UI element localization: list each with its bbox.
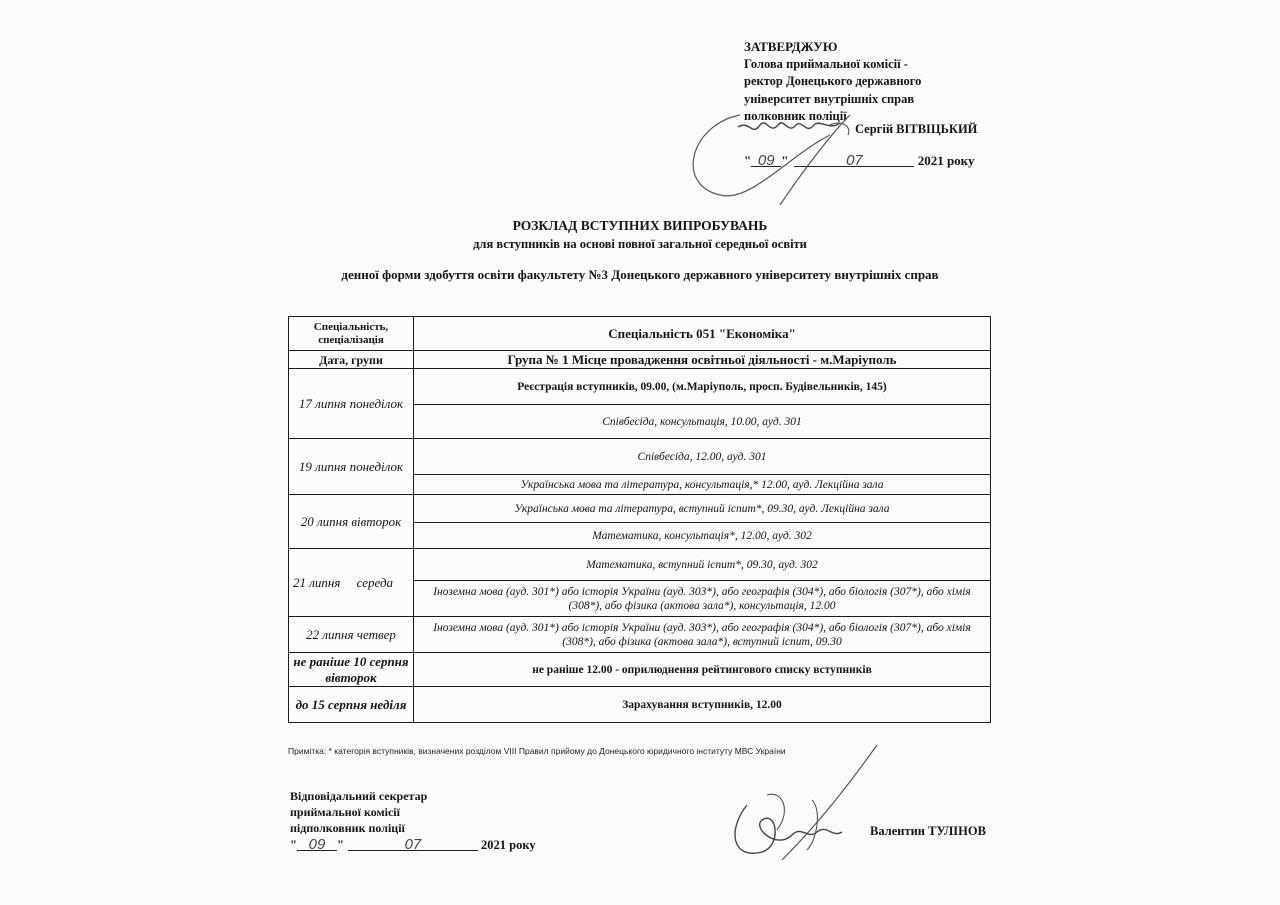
date-cell: 21 липня середа — [289, 549, 414, 617]
secretary-date-day: 09 — [308, 836, 326, 853]
group-value-cell: Група № 1 Місце провадження освітньої діяльності - м.Маріуполь — [414, 351, 991, 369]
approval-date-year: 2021 року — [917, 153, 975, 168]
approval-line: Голова приймальної комісії - — [744, 56, 908, 71]
date-cell: 20 липня вівторок — [289, 495, 414, 549]
approval-line: полковник поліції — [744, 109, 847, 123]
footnote: Примітка: * категорія вступників, визначених розділом VIII Правил прийому до Донецького юридичного інституту МВС України — [288, 746, 786, 756]
event-cell: Українська мова та література, консультація,* 12.00, ауд. Лекційна зала — [414, 475, 991, 495]
event-cell: Реєстрація вступників, 09.00, (м.Маріуполь, просп. Будівельників, 145) — [414, 369, 991, 405]
event-cell: Співбесіда, 12.00, ауд. 301 — [414, 439, 991, 475]
rector-name: Сергій ВІТВІЦЬКИЙ — [855, 122, 978, 136]
approval-date-day: 09 — [757, 152, 775, 169]
table-row — [289, 495, 991, 523]
schedule-table — [288, 316, 991, 723]
date-cell: 17 липня понеділок — [289, 369, 414, 439]
secretary-name: Валентин ТУЛІНОВ — [870, 824, 986, 838]
schedule-faculty: денної форми здобуття освіти факультету №3 Донецького державного університету внутрішніх справ — [341, 267, 939, 282]
table-row — [289, 549, 991, 581]
event-cell: Українська мова та література, вступний іспит*, 09.30, ауд. Лекційна зала — [414, 495, 991, 523]
table-row — [289, 439, 991, 475]
event-cell: Співбесіда, консультація, 10.00, ауд. 301 — [414, 405, 991, 439]
table-row — [289, 617, 991, 653]
event-cell: Математика, консультація*, 12.00, ауд. 302 — [414, 523, 991, 549]
date-cell: 19 липня понеділок — [289, 439, 414, 495]
date-cell: 22 липня четвер — [289, 617, 414, 653]
approval-date: " 09 " 07 2021 року — [744, 152, 975, 169]
secretary-line: Відповідальний секретар — [290, 789, 428, 803]
spec-label-cell: Спеціальність, спеціалізація — [289, 317, 414, 351]
table-row — [289, 653, 991, 687]
date-label-cell: Дата, групи — [289, 351, 414, 369]
date-cell: до 15 серпня неділя — [289, 687, 414, 723]
secretary-block — [290, 788, 427, 836]
date-cell: не раніше 10 серпня вівторок — [289, 653, 414, 687]
table-row — [289, 351, 991, 369]
secretary-date: " 09 " 07 2021 року — [290, 836, 536, 853]
table-row — [289, 369, 991, 405]
spec-value-cell: Спеціальність 051 "Економіка" — [414, 317, 991, 351]
secretary-date-month: 07 — [404, 836, 422, 853]
event-cell: не раніше 12.00 - оприлюднення рейтингового списку вступників — [414, 653, 991, 687]
event-cell: Зарахування вступників, 12.00 — [414, 687, 991, 723]
secretary-date-year: 2021 року — [481, 838, 536, 852]
schedule-subtitle: для вступників на основі повної загальної середньої освіти — [473, 237, 807, 251]
secretary-signature — [722, 740, 882, 865]
schedule-title: РОЗКЛАД ВСТУПНИХ ВИПРОБУВАНЬ — [512, 218, 768, 233]
event-cell: Математика, вступний іспит*, 09.30, ауд. 302 — [414, 549, 991, 581]
event-cell: Іноземна мова (ауд. 301*) або історія України (ауд. 303*), або географія (304*), або біологія (307*), або хімія (308*), або фізика (актова зала*), консультація, 12.00 — [414, 581, 991, 617]
table-row — [289, 317, 991, 351]
approval-line: ректор Донецького державного — [744, 74, 922, 88]
event-cell: Іноземна мова (ауд. 301*) або історія України (ауд. 303*), або географія (304*), або біологія (307*), або хімія (308*), або фізика (актова зала*), вступний іспит, 09.30 — [414, 617, 991, 653]
secretary-line: приймальної комісії — [290, 805, 400, 819]
approval-date-month: 07 — [846, 152, 863, 169]
approval-heading: ЗАТВЕРДЖУЮ — [744, 39, 838, 54]
table-row — [289, 687, 991, 723]
secretary-line: підполковник поліції — [290, 821, 405, 835]
approval-line: університет внутрішніх справ — [744, 91, 915, 106]
